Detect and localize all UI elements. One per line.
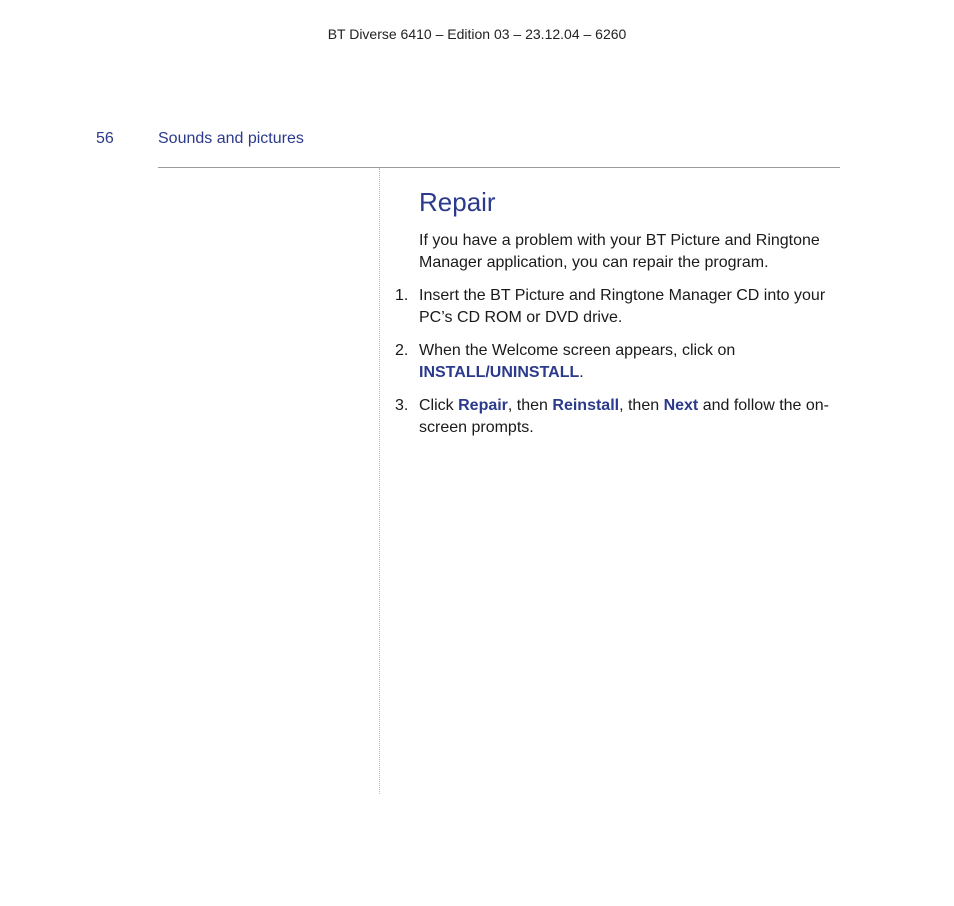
step-text: Click [419,397,459,414]
list-item [395,285,843,329]
step-number: 2. [395,342,409,359]
step-text: When the Welcome screen appears, click on [419,342,736,359]
step-number: 1. [395,287,409,304]
document-header: BT Diverse 6410 – Edition 03 – 23.12.04 – 6260 [327,26,627,42]
header-rule [158,167,840,168]
list-item [395,395,843,439]
install-uninstall-keyword: INSTALL/UNINSTALL [419,364,580,381]
main-content [395,186,843,450]
page-number: 56 [96,130,114,147]
step-number: 3. [395,397,409,414]
section-heading: Repair [419,187,496,217]
step-text: and follow the on-screen prompts. [419,397,829,436]
step-text: , then [507,397,553,414]
column-divider [379,168,380,794]
step-text: Insert the BT Picture and Ringtone Manager CD into your PC’s CD ROM or DVD drive. [419,287,826,326]
list-item [395,340,843,384]
steps-list [395,285,843,439]
repair-keyword: Repair [458,397,508,414]
intro-paragraph: If you have a problem with your BT Picture and Ringtone Manager application, you can repair the program. [419,232,820,271]
next-keyword: Next [663,397,699,414]
step-text: , then [619,397,664,414]
step-text: . [579,364,584,381]
section-title: Sounds and pictures [158,130,304,147]
reinstall-keyword: Reinstall [552,397,620,414]
